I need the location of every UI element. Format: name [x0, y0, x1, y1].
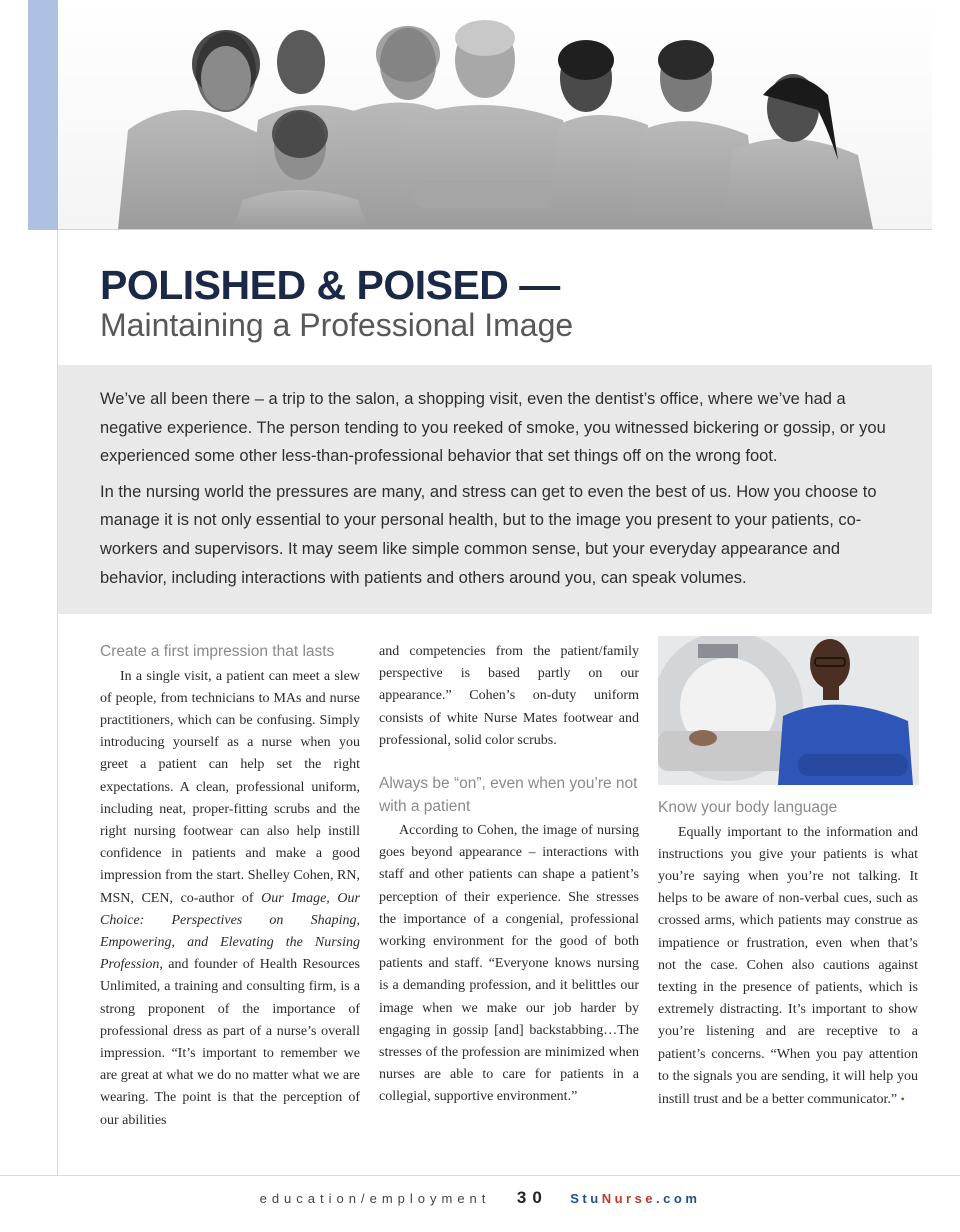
accent-bar: [28, 0, 58, 230]
section-body-continued: and competencies from the patient/family perspective is based partly on our appearance.” Cohen’s on-duty uniform consists of white Nurse Mates footwear and professional, solid color scrubs.: [379, 644, 639, 748]
intro-text: [100, 385, 900, 599]
photo-nurse-ct-scanner: [658, 636, 919, 785]
intro-paragraph-2: In the nursing world the pressures are many, and stress can get to even the best of us. How you choose to manage it is not only essential to your personal health, but to the image you present to your patients, co-workers and supervisors. It may seem like simple common sense, but your everyday appearance and behavior, including interactions with patients and others around you, can speak volumes.: [100, 482, 877, 587]
brand-stu: Stu: [570, 1191, 602, 1207]
section-heading-always-on: Always be “on”, even when you’re not with a patient: [379, 775, 638, 815]
end-mark: •: [900, 1091, 905, 1106]
section-body-always-on: According to Cohen, the image of nursing goes beyond appearance – interactions with staff and other patients can shape a patient’s perception of their experience. She stresses the importance of a congenial, professional working environment for the good of both patients and staff. “Everyone knows nursing is a demanding profession, and it belittles our image when we make our job harder by engaging in gossip [and] backstabbing…The stresses of the profession are minimized when nurses are able to care for patients in a collegial, supportive environment.”: [379, 823, 639, 1105]
intro-panel: [58, 365, 932, 614]
section-body-body-language: [658, 822, 918, 1112]
brand-logo: [570, 1190, 700, 1206]
column-2: [379, 641, 639, 1109]
headline: POLISHED & POISED —: [100, 262, 560, 308]
body-text: In a single visit, a patient can meet a slew of people, from technicians to MAs and nurse practitioners, which can be confusing. Simply introducing yourself as a nurse when you greet a patient can help set the right expectations. A clean, professional uniform, including neat, proper-fitting scrubs and the right nursing footwear can also help instill confidence in patients and make a good impression from the start. Shelley Cohen, RN, MSN, CEN, co-author of: [100, 668, 360, 906]
section-body-first-impression: [100, 666, 360, 1132]
column-3: [658, 797, 918, 1111]
hero-photo-nurses-group: [58, 0, 932, 229]
brand-com: .com: [656, 1191, 701, 1207]
intro-paragraph-1: We’ve all been there – a trip to the salon, a shopping visit, even the dentist’s office, where we’ve had a negative experience. The person tending to you reeked of smoke, you witnessed bickering or gossip, or you experienced some other less-than-professional behavior that set things off on the wrong foot.: [100, 390, 886, 466]
column-1: [100, 641, 360, 1132]
section-heading-first-impression: Create a first impression that lasts: [100, 643, 335, 660]
page-number: 30: [516, 1188, 548, 1207]
footer-section-label: education/employment: [259, 1190, 491, 1206]
page-footer: [0, 1188, 960, 1208]
body-text: Equally important to the information and instructions you give your patients is what you’re saying when you’re not talking. It helps to be aware of non-verbal cues, such as crossed arms, which patients may construe as impatience or frustration, even when that’s not the case. Cohen also cautions against texting in the presence of patients, which is extremely distracting. It’s important to show you’re listening and are receptive to a patient’s concerns. “When you pay attention to the signals you are sending, it will help you instill trust and be a better communicator.”: [658, 824, 918, 1107]
subheadline: Maintaining a Professional Image: [100, 307, 574, 343]
divider: [58, 229, 932, 230]
body-text: , and founder of Health Resources Unlimited, a training and consulting firm, is a strong proponent of the importance of professional dress as part of a nurse’s overall impression. “It’s important to remember we are great at what we do no matter what we are wearing. The point is that the perception of our abilities: [100, 957, 360, 1128]
section-heading-body-language: Know your body language: [658, 799, 838, 816]
book-title: Our Image, Our Choice: Perspectives on Shaping, Empowering, and Elevating the Nursing Profession: [100, 890, 360, 973]
brand-nurse: Nurse: [601, 1191, 657, 1207]
footer-divider: [0, 1175, 960, 1176]
article-title: [100, 262, 573, 344]
